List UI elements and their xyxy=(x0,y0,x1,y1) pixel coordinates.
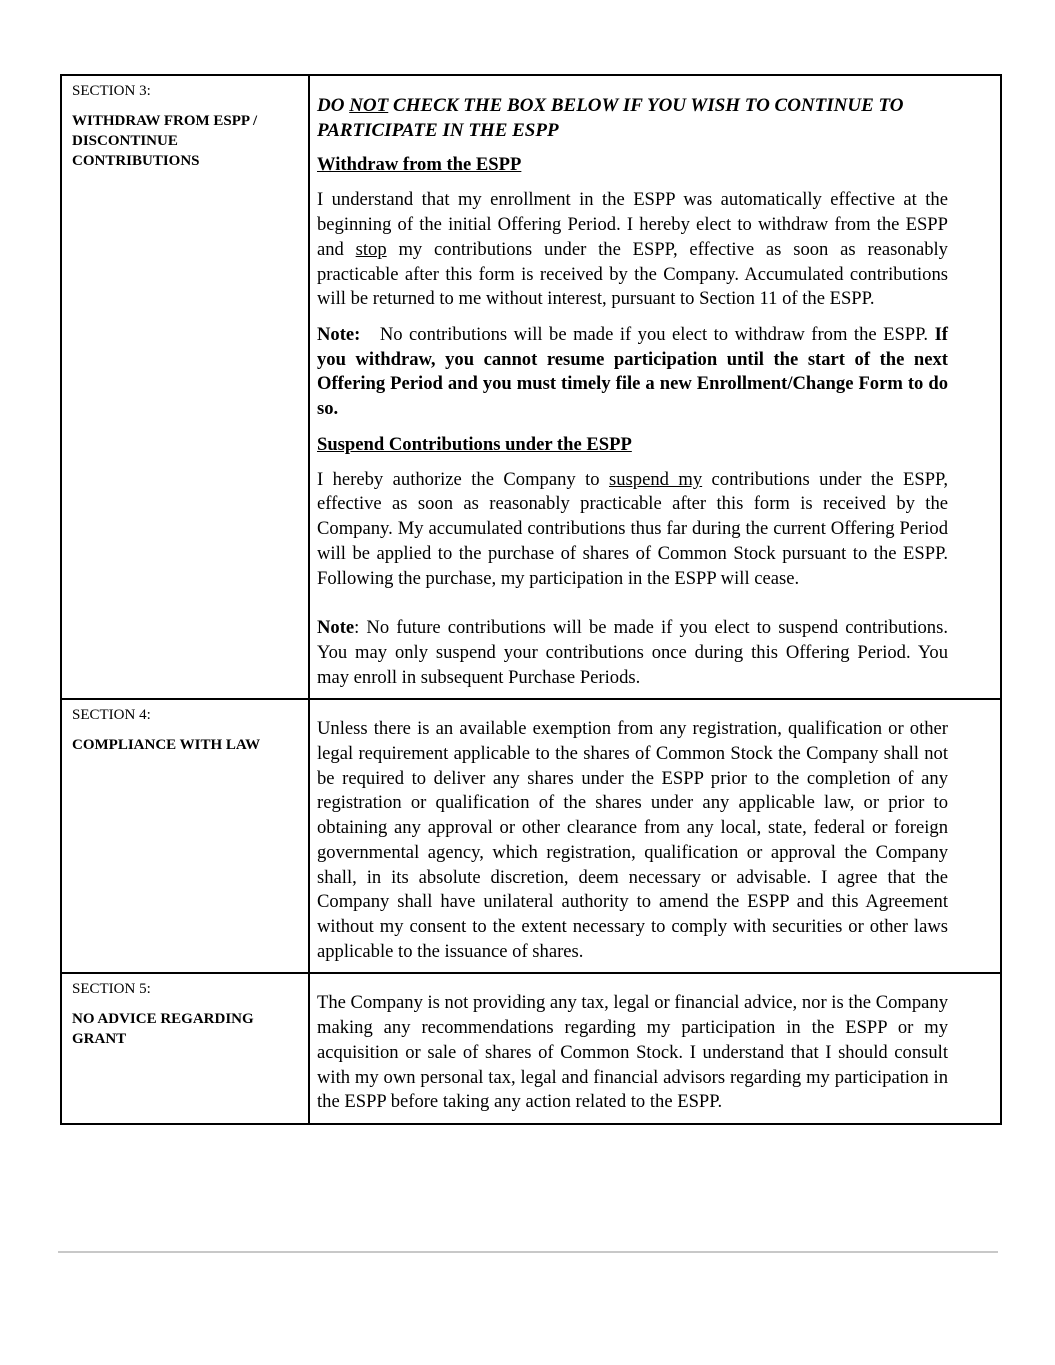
section-3-body-cell xyxy=(309,75,1001,699)
espp-form-table xyxy=(60,74,1002,1125)
suspend-my: suspend my xyxy=(609,468,703,490)
suspend-para-pre: I hereby authorize the Company to xyxy=(317,468,610,490)
section-5-title: NO ADVICE REGARDING GRANT xyxy=(72,1011,254,1048)
section-5-label-cell xyxy=(61,973,309,1124)
footer-divider xyxy=(58,1251,998,1253)
withdraw-para-pre: I understand that my enrollment in the ESPP was automatically effective at the beginning of the initial Offering Period. I hereby elect to withdraw from the ESPP and xyxy=(317,189,948,260)
section-4-title: COMPLIANCE WITH LAW xyxy=(72,737,261,754)
withdraw-note-text: No contributions will be made if you elect to withdraw from the ESPP. xyxy=(360,323,935,345)
continue-instruction xyxy=(317,94,948,143)
withdraw-note-bold: If you withdraw, you cannot resume participation until the start of the next Offering Period and you must timely file a new Enrollment/Change Form to do so. xyxy=(317,323,953,420)
section-5-body-cell xyxy=(309,973,1001,1124)
section-3-title: WITHDRAW FROM ESPP / DISCONTINUE CONTRIBUTIONS xyxy=(72,113,258,169)
section-3-row xyxy=(61,75,1001,699)
section-5-text: The Company is not providing any tax, legal or financial advice, nor is the Company making any recommendations regarding my participation in the ESPP or my acquisition or sale of shares of Common Stock. I understand that I should consult with my own personal tax, legal and financial advisors regarding my participation in the ESPP before taking any action related to the ESPP. xyxy=(317,992,949,1113)
section-3-label-cell xyxy=(61,75,309,699)
suspend-note xyxy=(317,616,948,690)
suspend-para-post: contributions under the ESPP, effective as soon as reasonably practicable after this form is received by the Company. My accumulated contributions thus far during the current Offering Period will be applied to the purchase of shares of Common Stock pursuant to the ESPP. Following the purchase, my participation in the ESPP will cease. xyxy=(317,468,948,589)
withdraw-heading: Withdraw from the ESPP xyxy=(317,154,522,176)
withdraw-note xyxy=(317,323,953,422)
suspend-note-text: : No future contributions will be made if you elect to suspend contributions. You may only suspend your contributions once during this Offering Period. You may enroll in subsequent Purchase Periods. xyxy=(317,617,948,688)
lead-not: NOT xyxy=(349,95,389,116)
lead-post: CHECK THE BOX BELOW IF YOU WISH TO CONTINUE TO PARTICIPATE IN THE ESPP xyxy=(317,95,904,141)
suspend-heading: Suspend Contributions under the ESPP xyxy=(317,433,632,455)
section-4-row xyxy=(61,699,1001,973)
suspend-paragraph xyxy=(317,468,948,592)
section-4-number: SECTION 4: xyxy=(72,707,151,724)
withdraw-note-label: Note: xyxy=(317,323,361,345)
suspend-note-label: Note xyxy=(317,617,355,639)
section-5-row xyxy=(61,973,1001,1124)
lead-pre: DO xyxy=(317,95,350,116)
section-3-number: SECTION 3: xyxy=(72,83,151,99)
section-5-number: SECTION 5: xyxy=(72,981,151,998)
section-4-body-cell xyxy=(309,699,1001,973)
section-4-text: Unless there is an available exemption from any registration, qualification or other legal requirement applicable to the shares of Common Stock the Company shall not be required to deliver any shares under the ESPP prior to the completion of any registration or qualification of the shares under any applicable law, or prior to obtaining any approval or other clearance from any local, state, federal or foreign governmental agency, which registration, qualification or approval the Company shall, in its absolute discretion, deem necessary or advisable. I agree that the Company shall have unilateral authority to amend the ESPP and this Agreement without my consent to the extent necessary to comply with securities or other laws applicable to the issuance of shares. xyxy=(317,718,948,962)
withdraw-paragraph xyxy=(317,188,948,312)
withdraw-para-post: my contributions under the ESPP, effective as soon as reasonably practicable after this form is received by the Company. Accumulated contributions will be returned to me without interest, pursuant to Section 11 of the ESPP. xyxy=(317,238,948,310)
withdraw-stop: stop xyxy=(355,238,387,260)
section-4-label-cell xyxy=(61,699,309,973)
